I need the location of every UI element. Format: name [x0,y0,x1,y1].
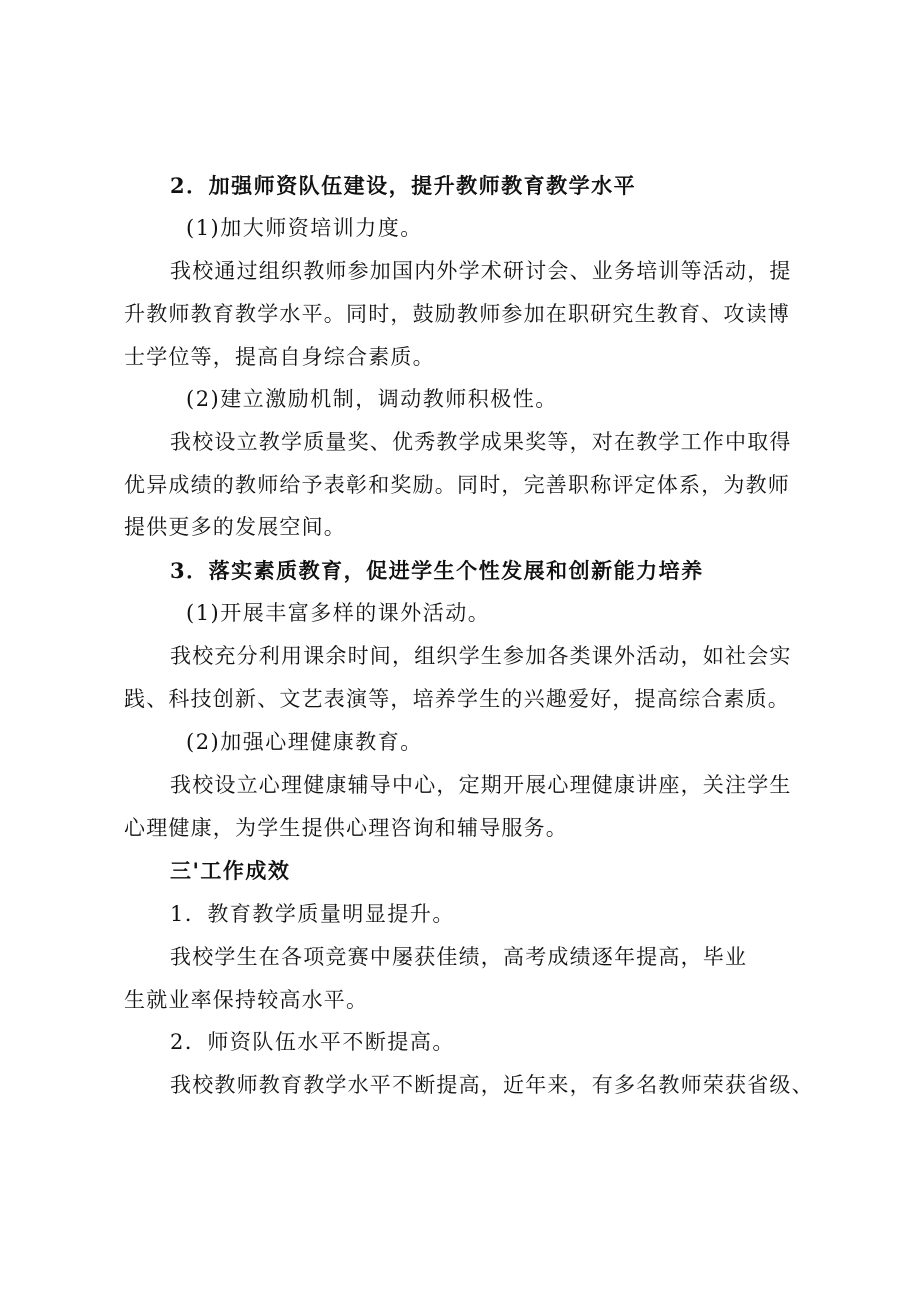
section-heading-3: 3．落实素质教育，促进学生个性发展和创新能力培养 [170,558,704,583]
subheading-3-1: (1)开展丰富多样的课外活动。 [186,601,491,625]
paragraph-line: 优异成绩的教师给予表彰和奖励。同时，完善职称评定体系，为教师 [124,473,790,497]
section-heading-2: 2．加强师资队伍建设，提升教师教育教学水平 [170,173,637,198]
paragraph-line: 士学位等，提高自身综合素质。 [124,345,435,369]
paragraph-line: 生就业率保持较高水平。 [124,988,369,1012]
paragraph-line: 我校充分利用课余时间，组织学生参加各类课外活动，如社会实 [170,644,792,668]
result-item-1: 1．教育教学质量明显提升。 [170,902,455,926]
paragraph-line: 我校教师教育教学水平不断提高，近年来，有多名教师荣获省级、 [170,1073,814,1097]
paragraph-line: 提供更多的发展空间。 [124,515,346,539]
paragraph-line: 心理健康，为学生提供心理咨询和辅导服务。 [124,816,568,840]
paragraph-line: 我校设立心理健康辅导中心，定期开展心理健康讲座，关注学生 [170,773,792,797]
paragraph-line: 我校设立教学质量奖、优秀教学成果奖等，对在教学工作中取得 [170,430,792,454]
result-item-2: 2．师资队伍水平不断提高。 [170,1030,455,1054]
subheading-2-1: (1)加大师资培训力度。 [186,216,423,240]
paragraph-line: 我校学生在各项竞赛中屡获佳绩，高考成绩逐年提高，毕业 [170,945,748,969]
subheading-2-2: (2)建立激励机制，调动教师积极性。 [186,387,558,411]
section-heading-results: 三'工作成效 [170,858,291,883]
subheading-3-2: (2)加强心理健康教育。 [186,730,423,754]
paragraph-line: 升教师教育教学水平。同时，鼓励教师参加在职研究生教育、攻读博 [124,302,790,326]
paragraph-line: 我校通过组织教师参加国内外学术研讨会、业务培训等活动，提 [170,259,792,283]
paragraph-line: 践、科技创新、文艺表演等，培养学生的兴趣爱好，提高综合素质。 [124,687,790,711]
